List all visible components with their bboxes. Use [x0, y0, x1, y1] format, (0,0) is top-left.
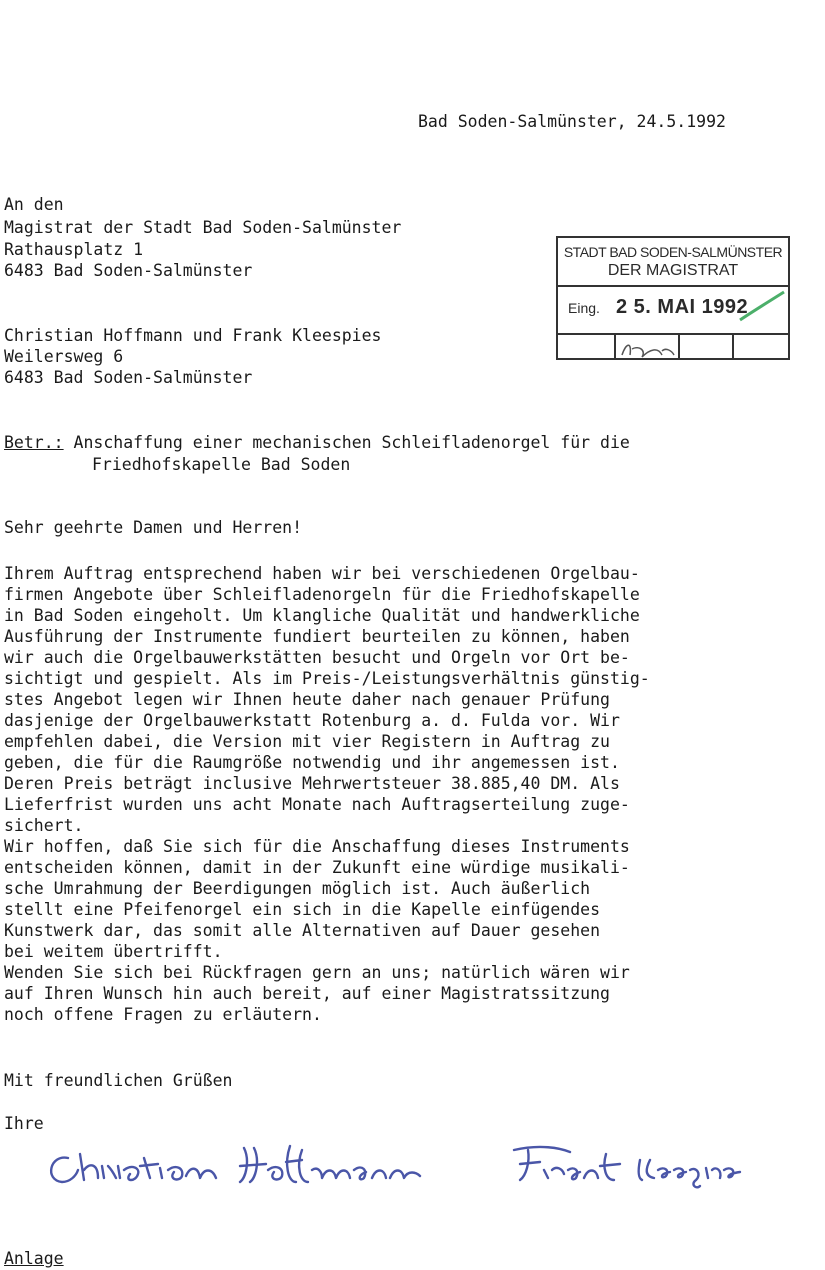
body-line: Kunstwerk dar, das somit alle Alternativen auf Dauer gesehen [4, 921, 601, 940]
body-line: auf Ihren Wunsch hin auch bereit, auf einer Magistratssitzung [4, 984, 610, 1003]
body-line: sichert. [4, 816, 84, 835]
body-line: dasjenige der Orgelbauwerkstatt Rotenburg a. d. Fulda vor. Wir [4, 711, 620, 730]
body-line: Ihrem Auftrag entsprechend haben wir bei verschiedenen Orgelbau- [4, 564, 640, 583]
stamp-authority: STADT BAD SODEN-SALMÜNSTER [563, 244, 783, 260]
stamp-divider [558, 285, 788, 287]
stamp-office: DER MAGISTRAT [607, 262, 739, 279]
body-line: sichtigt und gespielt. Als im Preis-/Leistungsverhältnis günstig- [4, 669, 650, 688]
body-line: Wenden Sie sich bei Rückfragen gern an uns; natürlich wären wir [4, 963, 630, 982]
enclosure-label: Anlage [4, 1249, 64, 1268]
body-line: entscheiden können, damit in der Zukunft eine würdige musikali- [4, 858, 630, 877]
stamp-cell-divider [678, 333, 680, 358]
body-line: Deren Preis beträgt inclusive Mehrwertsteuer 38.885,40 DM. Als [4, 774, 620, 793]
recipient-line: Magistrat der Stadt Bad Soden-Salmünster [4, 218, 402, 237]
green-check-mark [738, 290, 788, 326]
body-line: Lieferfrist wurden uns acht Monate nach Auftragserteilung zuge- [4, 795, 630, 814]
enclosure [4, 1248, 64, 1269]
recipient-line: 6483 Bad Soden-Salmünster [4, 261, 253, 280]
body-line: wir auch die Orgelbauwerkstätten besucht und Orgeln vor Ort be- [4, 648, 630, 667]
stamp-initials [616, 335, 678, 363]
subject-line [4, 432, 630, 453]
subject-label: Betr.: [4, 433, 64, 452]
stamp-date: 2 5. MAI 1992 [616, 296, 749, 318]
recipient-line: Rathausplatz 1 [4, 240, 144, 259]
body-line: sche Umrahmung der Beerdigungen möglich ist. Auch äußerlich [4, 879, 591, 898]
body-line: bei weitem übertrifft. [4, 942, 223, 961]
date-line: Bad Soden-Salmünster, 24.5.1992 [418, 112, 726, 131]
body-line: geben, die für die Raumgröße notwendig und ihr angemessen ist. [4, 753, 620, 772]
body-line: stellt eine Pfeifenorgel ein sich in die Kapelle einfügendes [4, 900, 601, 919]
body-line: in Bad Soden eingeholt. Um klangliche Qualität und handwerkliche [4, 606, 640, 625]
salutation: Sehr geehrte Damen und Herren! [4, 518, 303, 537]
closing: Mit freundlichen Grüßen [4, 1071, 233, 1090]
body-line: Ausführung der Instrumente fundiert beurteilen zu können, haben [4, 627, 630, 646]
body-line: Wir hoffen, daß Sie sich für die Anschaffung dieses Instruments [4, 837, 630, 856]
body-line: stes Angebot legen wir Ihnen heute daher nach genauer Prüfung [4, 690, 610, 709]
sender-line: Weilersweg 6 [4, 347, 124, 366]
closing-ihre: Ihre [4, 1114, 44, 1133]
body-line: empfehlen dabei, die Version mit vier Registern in Auftrag zu [4, 732, 610, 751]
receipt-stamp [556, 236, 790, 360]
recipient-line: An den [4, 195, 64, 214]
body-line: noch offene Fragen zu erläutern. [4, 1005, 322, 1024]
stamp-cell-divider [732, 333, 734, 358]
subject-text: Anschaffung einer mechanischen Schleifladenorgel für die [63, 433, 630, 452]
handwritten-signatures [40, 1140, 780, 1200]
body-line: firmen Angebote über Schleifladenorgeln für die Friedhofskapelle [4, 585, 640, 604]
sender-line: 6483 Bad Soden-Salmünster [4, 368, 253, 387]
subject-line-continued: Friedhofskapelle Bad Soden [92, 455, 351, 474]
stamp-eing-label: Eing. [568, 300, 600, 316]
sender-line: Christian Hoffmann und Frank Kleespies [4, 326, 382, 345]
